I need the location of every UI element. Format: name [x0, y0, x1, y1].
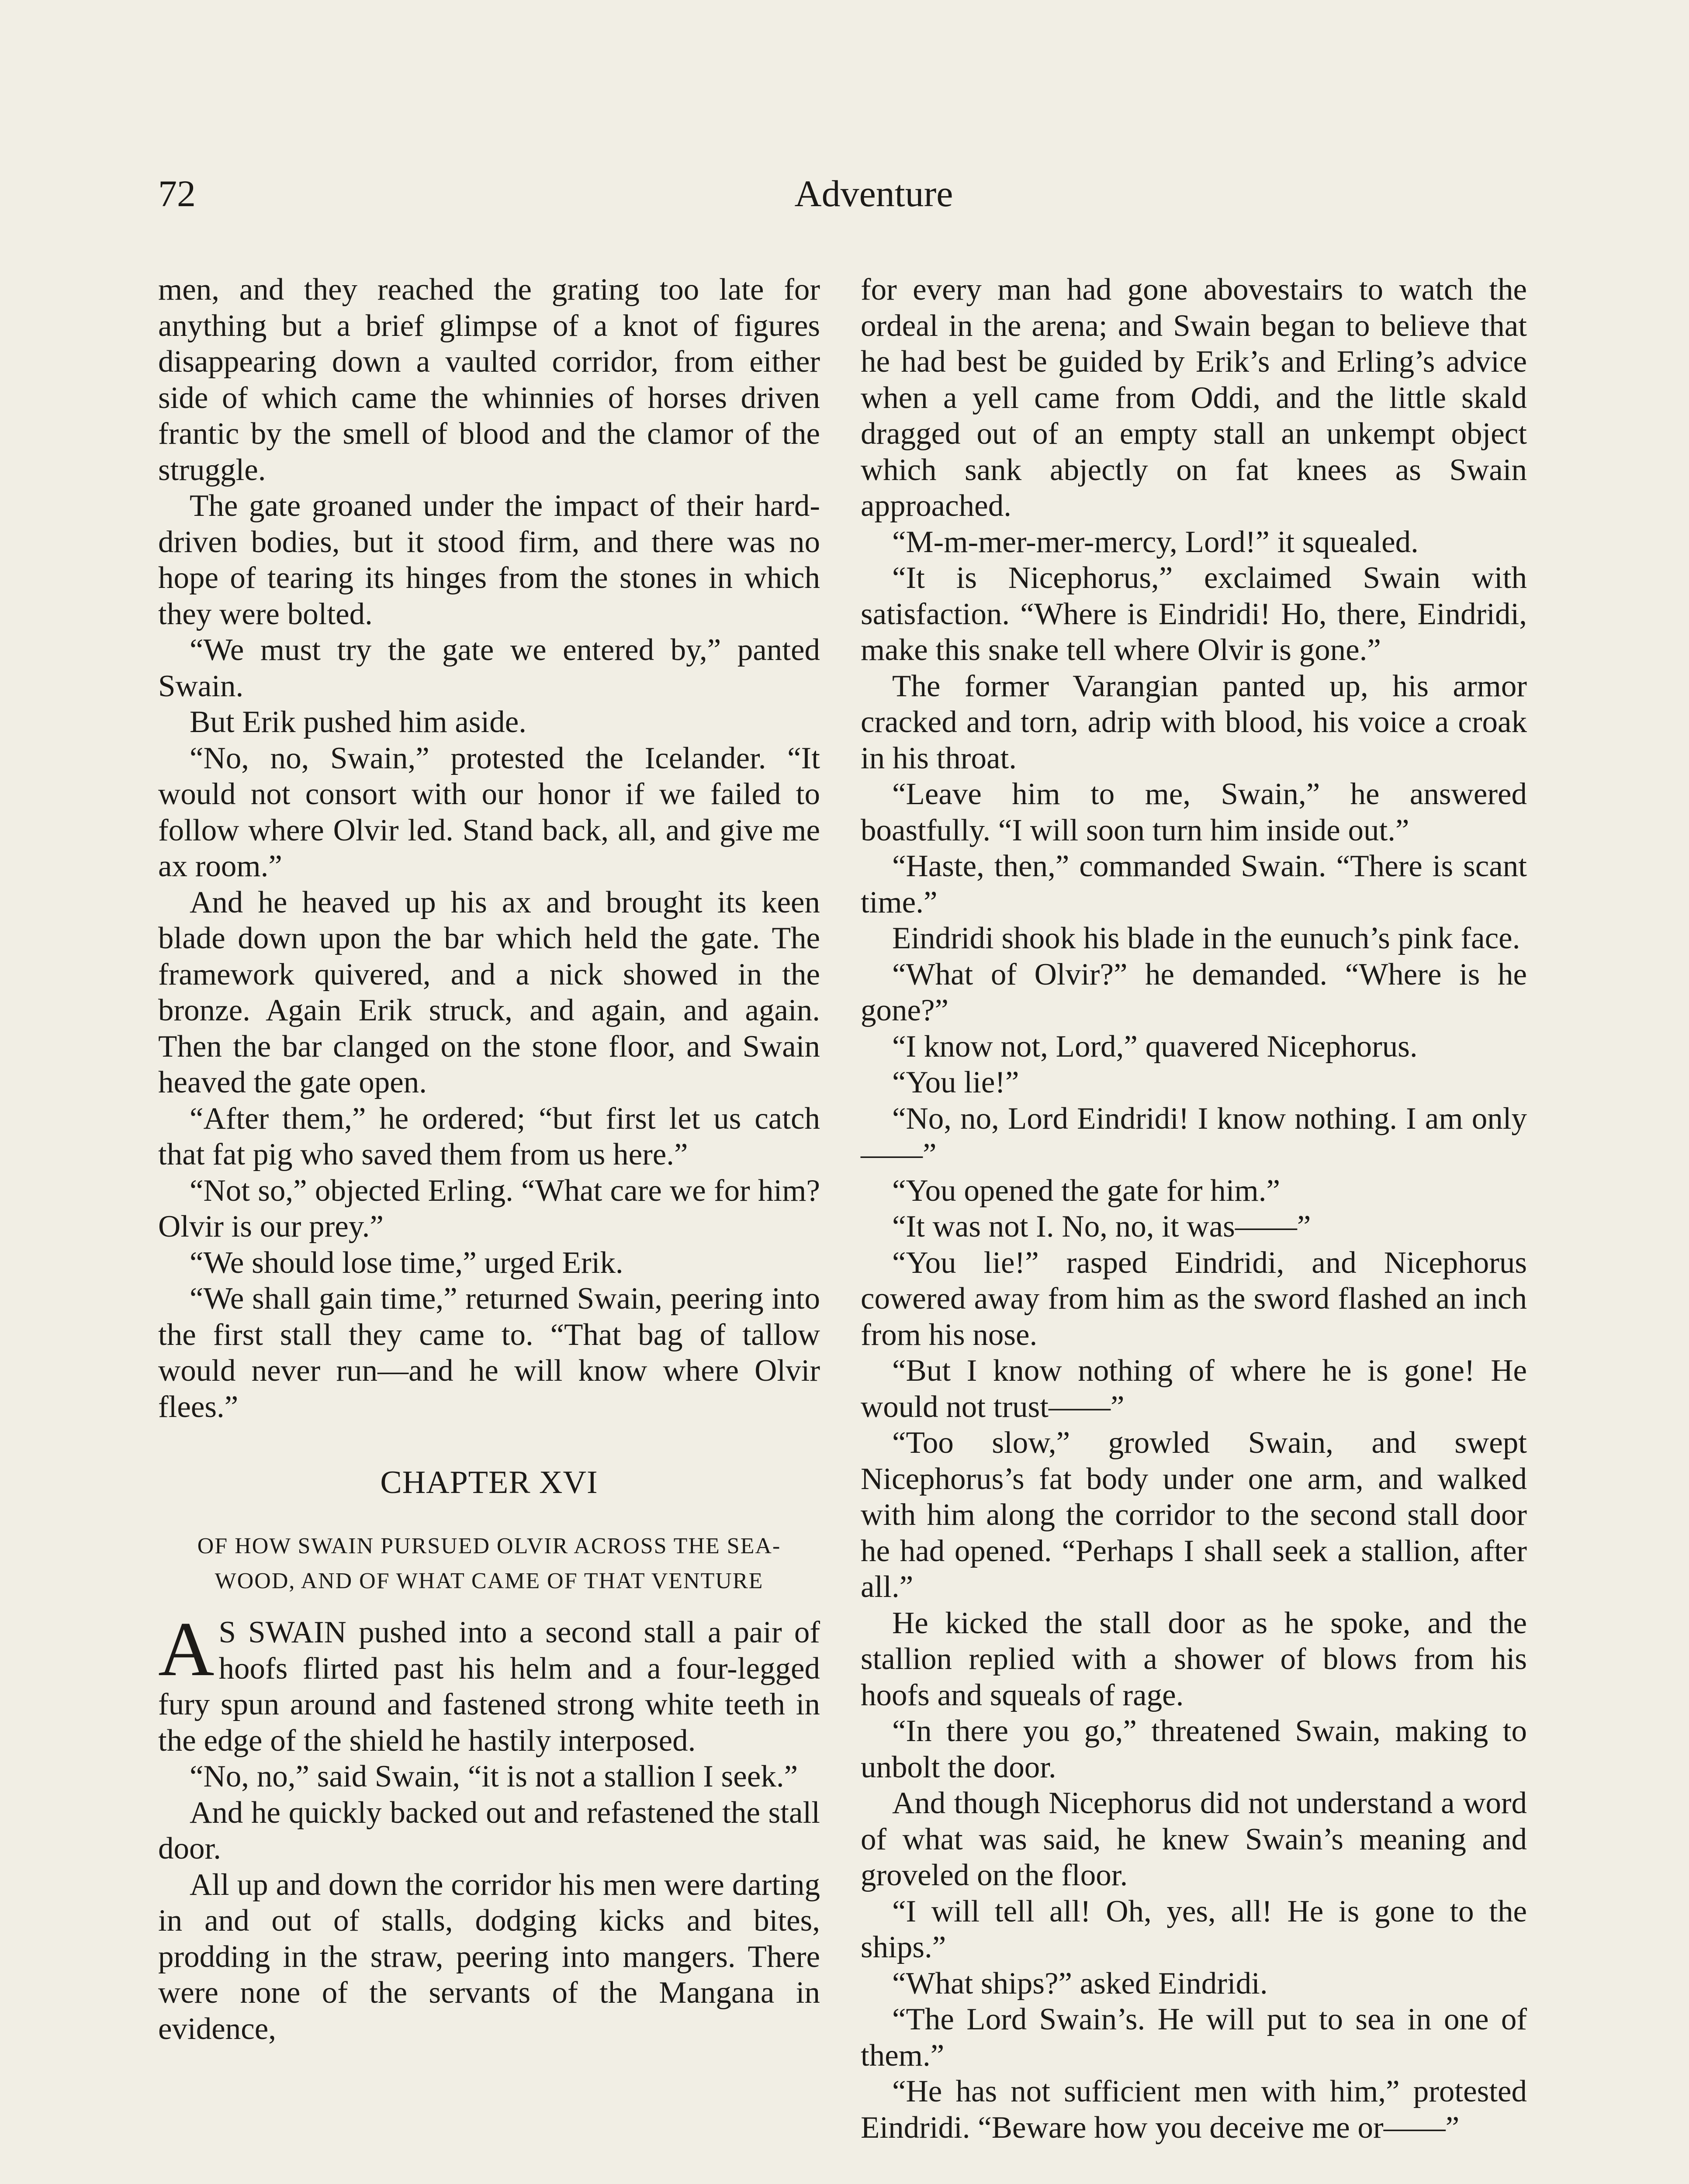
paragraph: “You lie!”: [892, 1065, 1019, 1099]
chapter-subtitle: OF HOW SWAIN PURSUED OLVIR ACROSS THE SEA-WOOD, AND OF WHAT CAME OF THAT VENTURE: [197, 1534, 781, 1593]
drop-cap: A: [158, 1606, 215, 1692]
chapter-opening-text: S SWAIN pushed into a second stall a pair of hoofs flirted past his helm and a four-legged fury spun around and fastened strong white teeth in the edge of the shield he hastily interposed.: [158, 1615, 820, 1758]
paragraph: “No, no, Swain,” protested the Icelander. “It would not consort with our honor if we failed to follow where Olvir led. Stand back, all, and give me ax room.”: [158, 741, 820, 883]
right-column: [861, 272, 1527, 2146]
paragraph: “We shall gain time,” returned Swain, peering into the first stall they came to. “That bag of tallow would never run—and he will know where Olvir flees.”: [158, 1282, 820, 1424]
paragraph: “It was not I. No, no, it was——”: [892, 1209, 1311, 1244]
paragraph: The gate groaned under the impact of their hard-driven bodies, but it stood firm, and there was no hope of tearing its hinges from the stones in which they were bolted.: [158, 489, 820, 631]
paragraph: “What of Olvir?” he demanded. “Where is he gone?”: [861, 957, 1527, 1027]
paragraph: He kicked the stall door as he spoke, and the stallion replied with a shower of blows from his hoofs and squeals of rage.: [861, 1606, 1527, 1712]
paragraph: for every man had gone abovestairs to watch the ordeal in the arena; and Swain began to believe that he had best be guided by Erik’s and Erling’s advice when a yell came from Oddi, and the little skald dragged out of an empty stall an unkempt object which sank abjectly on fat knees as Swain approached.: [861, 273, 1527, 523]
paragraph: “But I know nothing of where he is gone! He would not trust——”: [861, 1354, 1527, 1424]
paragraph: And he heaved up his ax and brought its keen blade down upon the bar which held the gate. The framework quivered, and a nick showed in the bronze. Again Erik struck, and again, and again. Then the bar clanged on the stone floor, and Swain heaved the gate open.: [158, 885, 820, 1099]
paragraph: “We should lose time,” urged Erik.: [190, 1245, 623, 1280]
paragraph: “No, no,” said Swain, “it is not a stallion I seek.”: [190, 1759, 798, 1794]
paragraph: “Not so,” objected Erling. “What care we for him? Olvir is our prey.”: [158, 1173, 820, 1244]
paragraph: But Erik pushed him aside.: [190, 705, 527, 739]
paragraph: “Haste, then,” commanded Swain. “There is scant time.”: [861, 849, 1527, 919]
chapter-opening-paragraph: [158, 1606, 820, 1759]
paragraph: “M-m-mer-mer-mercy, Lord!” it squealed.: [892, 525, 1419, 559]
running-head: Adventure: [794, 173, 953, 214]
paragraph: “After them,” he ordered; “but first let us catch that fat pig who saved them from us here.”: [158, 1101, 820, 1171]
paragraph: All up and down the corridor his men were darting in and out of stalls, dodging kicks and bites, prodding in the straw, peering into mangers. There were none of the servants of the Mangana in evidence,: [158, 1867, 820, 2046]
paragraph: “What ships?” asked Eindridi.: [892, 1966, 1268, 2001]
paragraph: “Leave him to me, Swain,” he answered boastfully. “I will soon turn him inside out.”: [861, 777, 1527, 847]
paragraph: “I will tell all! Oh, yes, all! He is gone to the ships.”: [861, 1894, 1527, 1964]
page-number: 72: [158, 173, 196, 214]
left-column: [158, 272, 820, 2047]
paragraph: “Too slow,” growled Swain, and swept Nicephorus’s fat body under one arm, and walked with him along the corridor to the second stall door he had opened. “Perhaps I shall seek a stallion, after all.”: [861, 1426, 1527, 1604]
paragraph: And though Nicephorus did not understand a word of what was said, he knew Swain’s meaning and groveled on the floor.: [861, 1786, 1527, 1892]
paragraph: “You lie!” rasped Eindridi, and Nicephorus cowered away from him as the sword flashed an inch from his nose.: [861, 1245, 1527, 1352]
paragraph: “You opened the gate for him.”: [892, 1173, 1280, 1208]
paragraph: “It is Nicephorus,” exclaimed Swain with satisfaction. “Where is Eindridi! Ho, there, Eindridi, make this snake tell where Olvir is gone.”: [861, 561, 1527, 667]
paragraph: “In there you go,” threatened Swain, making to unbolt the door.: [861, 1714, 1527, 1784]
chapter-title: CHAPTER XVI: [380, 1465, 598, 1500]
paragraph: “I know not, Lord,” quavered Nicephorus.: [892, 1029, 1418, 1064]
paragraph: “The Lord Swain’s. He will put to sea in one of them.”: [861, 2002, 1527, 2073]
paragraph: And he quickly backed out and refastened the stall door.: [158, 1795, 820, 1866]
paragraph: Eindridi shook his blade in the eunuch’s pink face.: [892, 921, 1520, 955]
paragraph: men, and they reached the grating too late for anything but a brief glimpse of a knot of figures disappearing down a vaulted corridor, from either side of which came the whinnies of horses driven frantic by the smell of blood and the clamor of the struggle.: [158, 273, 820, 487]
paragraph: “We must try the gate we entered by,” panted Swain.: [158, 633, 820, 703]
paragraph: The former Varangian panted up, his armor cracked and torn, adrip with blood, his voice a croak in his throat.: [861, 669, 1527, 775]
paragraph: “No, no, Lord Eindridi! I know nothing. I am only——”: [861, 1101, 1527, 1171]
paragraph: “He has not sufficient men with him,” protested Eindridi. “Beware how you deceive me or——”: [861, 2074, 1527, 2145]
